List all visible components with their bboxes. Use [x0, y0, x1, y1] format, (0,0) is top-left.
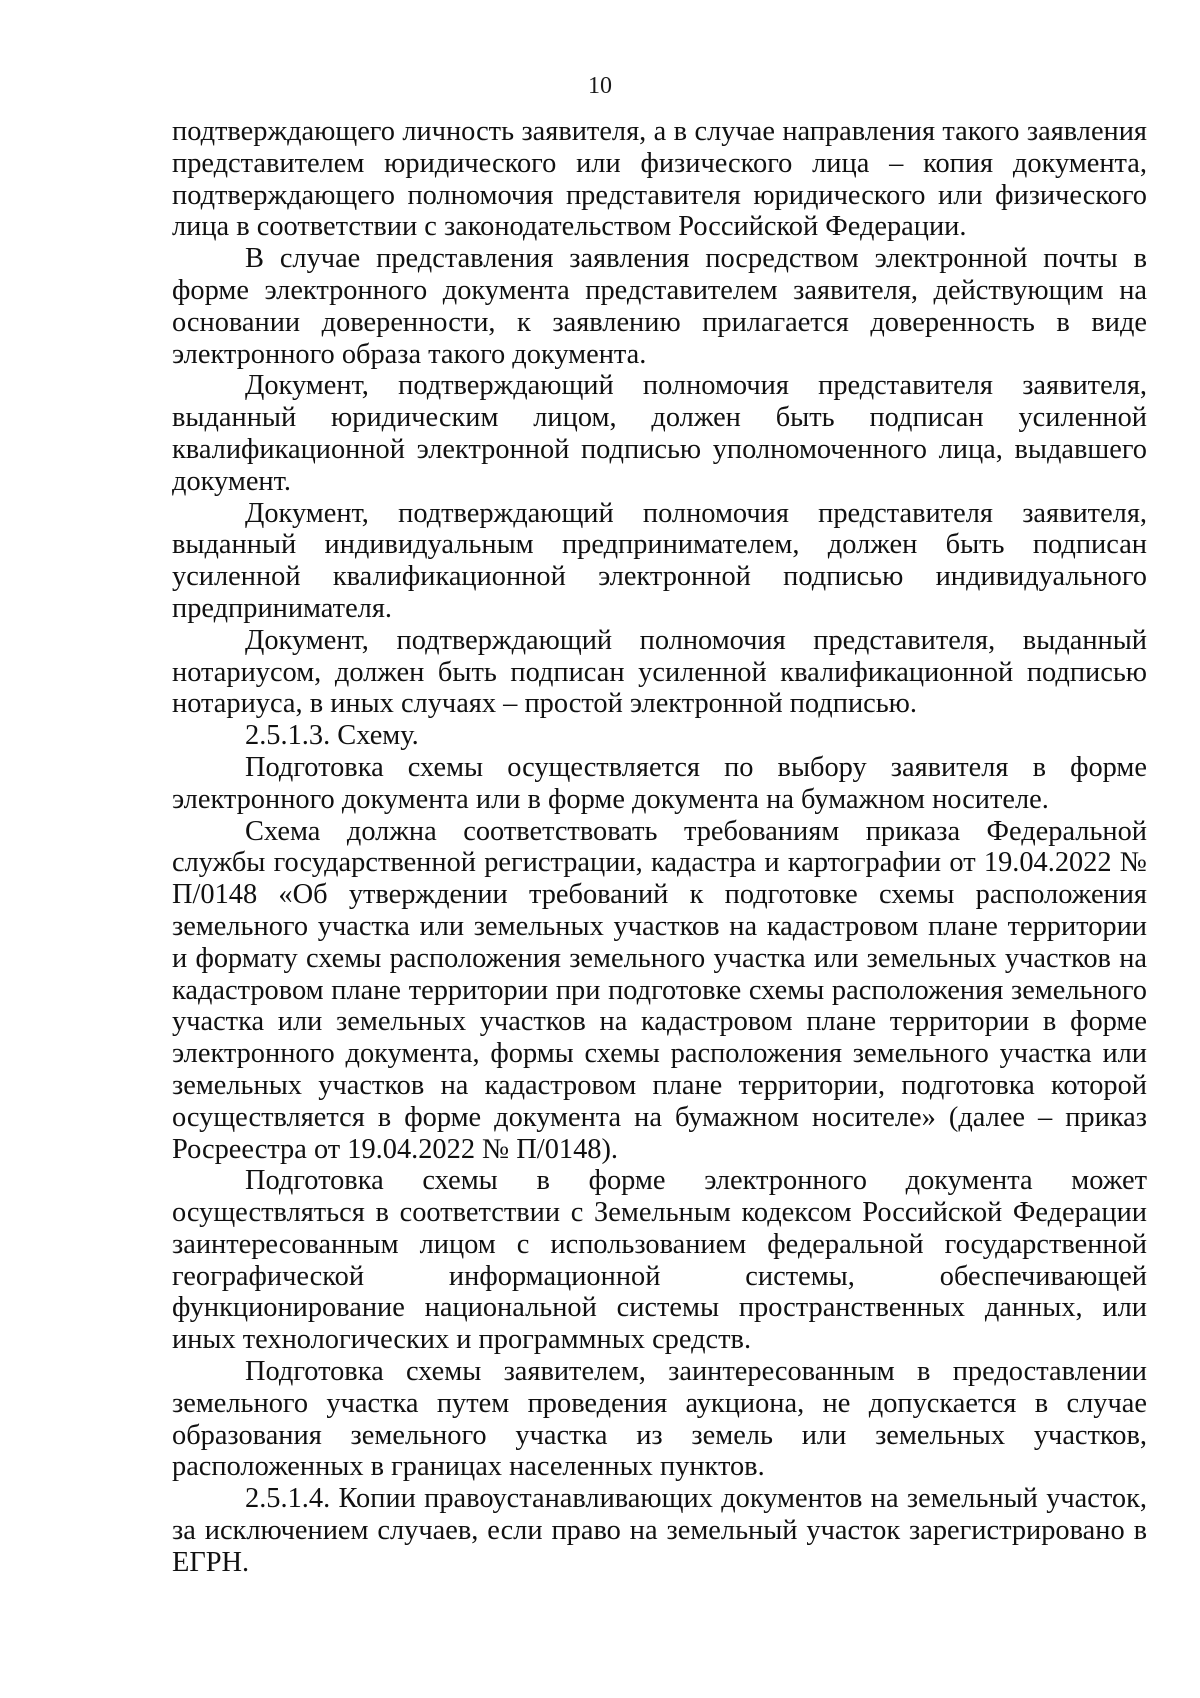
paragraph-auction-restriction: Подготовка схемы заявителем, заинтересованным в предоставлении земельного участка путем проведения аукциона, не допускается в случае образования земельного участка из земель или земельных участков, расположенных в границах населенных пунктов.	[172, 1356, 1147, 1483]
paragraph-notary-authority: Документ, подтверждающий полномочия представителя, выданный нотариусом, должен быть подписан усиленной квалификационной подписью нотариуса, в иных случаях – простой электронной подписью.	[172, 624, 1147, 720]
paragraph-email-submission: В случае представления заявления посредством электронной почты в форме электронного документа представителем заявителя, действующим на основании доверенности, к заявлению прилагается доверенность в виде электронного образа такого документа.	[172, 243, 1147, 370]
paragraph-legal-entity-authority: Документ, подтверждающий полномочия представителя заявителя, выданный юридическим лицом, должен быть подписан усиленной квалификационной электронной подписью уполномоченного лица, выдавшего документ.	[172, 370, 1147, 497]
paragraph-scheme-requirements: Схема должна соответствовать требованиям приказа Федеральной службы государственной регистрации, кадастра и картографии от 19.04.2022 № П/0148 «Об утверждении требований к подготовке схемы расположения земельного участка или земельных участков на кадастровом плане территории и формату схемы расположения земельного участка или земельных участков на кадастровом плане территории при подготовке схемы расположения земельного участка или земельных участков на кадастровом плане территории в форме электронного документа, формы схемы расположения земельного участка или земельных участков на кадастровом плане территории, подготовка которой осуществляется в форме документа на бумажном носителе» (далее – приказ Росреестра от 19.04.2022 № П/0148).	[172, 815, 1147, 1165]
section-heading-2-5-1-4: 2.5.1.4. Копии правоустанавливающих документов на земельный участок, за исключением случаев, если право на земельный участок зарегистрировано в ЕГРН.	[172, 1483, 1147, 1578]
document-body	[172, 116, 1147, 1579]
paragraph-representative-documents: подтверждающего личность заявителя, а в случае направления такого заявления представителем юридического или физического лица – копия документа, подтверждающего полномочия представителя юридического или физического лица в соответствии с законодательством Российской Федерации.	[172, 116, 1147, 243]
paragraph-scheme-preparation: Подготовка схемы осуществляется по выбору заявителя в форме электронного документа или в форме документа на бумажном носителе.	[172, 751, 1147, 815]
page-number: 10	[588, 73, 612, 99]
paragraph-electronic-scheme: Подготовка схемы в форме электронного документа может осуществляться в соответствии с Земельным кодексом Российской Федерации заинтересованным лицом с использованием федеральной государственной географической информационной системы, обеспечивающей функционирование национальной системы пространственных данных, или иных технологических и программных средств.	[172, 1165, 1147, 1356]
paragraph-entrepreneur-authority: Документ, подтверждающий полномочия представителя заявителя, выданный индивидуальным предпринимателем, должен быть подписан усиленной квалификационной электронной подписью индивидуального предпринимателя.	[172, 497, 1147, 624]
section-heading-2-5-1-3: 2.5.1.3. Схему.	[245, 720, 419, 752]
